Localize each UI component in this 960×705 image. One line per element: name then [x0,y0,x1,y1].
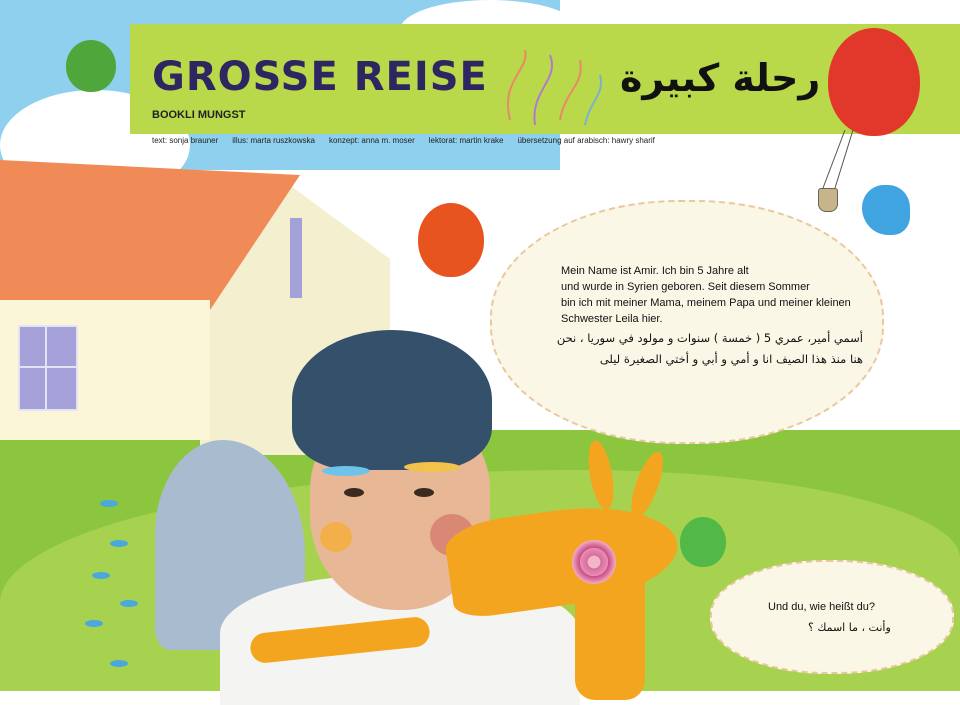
house-window [18,325,78,411]
fish-icon [100,500,118,507]
fish-icon [92,572,110,579]
boy-eye [344,488,364,497]
speech-line-arabic: هنا منذ هذا الصيف انا و أمي و أبي و أختي الصغيرة ليلى [599,352,863,366]
speech-line-arabic: أسمي أمير، عمري 5 ( خمسة ) سنوات و مولود في سوريا ، نحن [556,331,863,345]
window-cross [18,366,76,368]
house-slit-window [290,218,302,298]
credit-text: text: sonja brauner [152,136,219,145]
painted-cheek [320,522,352,552]
credit-illustration: illus: marta ruszkowska [232,136,315,145]
orange-balloon-icon [418,203,484,277]
fish-icon [85,620,103,627]
speech-line: Mein Name ist Amir. Ich bin 5 Jahre alt [561,265,749,277]
painted-brow [404,462,460,472]
credit-translation: übersetzung auf arabisch: hawry sharif [517,136,655,145]
speech-text-arabic [545,328,863,370]
page-title-arabic: رحلة كبيرة [620,56,821,100]
question-bubble [710,560,954,674]
credits-line [152,136,655,145]
fish-icon [110,660,128,667]
fish-icon [110,540,128,547]
question-arabic: وأنت ، ما اسمك ؟ [808,621,891,634]
green-balloon-icon [66,40,116,92]
question-german: Und du, wie heißt du? [768,601,876,613]
series-name: BOOKLI MUNGST [152,109,246,121]
page-title: GROSSE REISE [152,54,488,100]
balloon-ropes [815,130,865,192]
window-cross [45,327,47,409]
speech-line: und wurde in Syrien geboren. Seit diesem Sommer [561,281,810,293]
fish-icon [120,600,138,607]
green-balloon-small-icon [680,517,726,567]
giraffe-cheek-spiral-icon [572,540,616,584]
boy-hair [292,330,492,470]
swirl-decoration [490,40,610,130]
speech-line: Schwester Leila hier. [561,313,663,325]
credit-editing: lektorat: martin krake [428,136,504,145]
blue-bird-icon [862,185,910,235]
balloon-basket-icon [818,188,838,212]
speech-text-german [561,263,861,327]
painted-brow [322,466,370,476]
speech-line: bin ich mit meiner Mama, meinem Papa und meiner kleinen [561,297,851,309]
boy-eye [414,488,434,497]
red-hot-air-balloon-icon [828,28,920,136]
credit-concept: konzept: anna m. moser [328,136,415,145]
